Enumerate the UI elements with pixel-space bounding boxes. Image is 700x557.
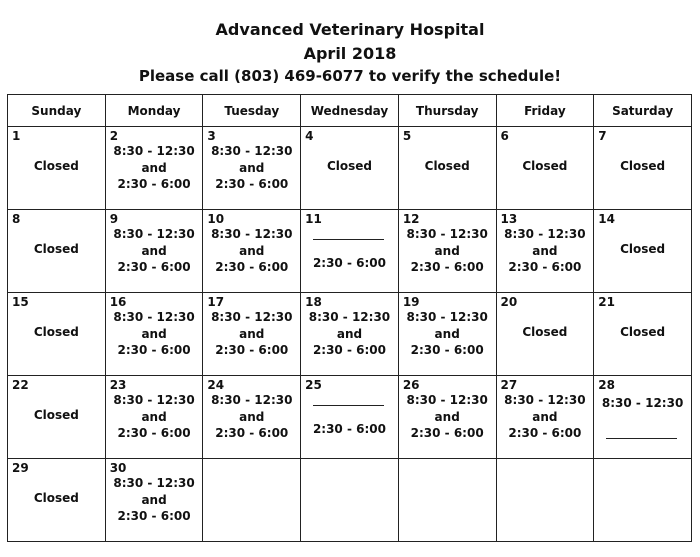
morning-hours: 8:30 - 12:30 bbox=[308, 310, 391, 324]
week-row bbox=[8, 459, 692, 542]
day-cell bbox=[8, 376, 106, 459]
hours-conjunction: and bbox=[239, 243, 265, 258]
hours-block bbox=[497, 226, 594, 276]
hours-block bbox=[399, 392, 496, 442]
day-number: 28 bbox=[598, 378, 615, 392]
afternoon-hours: 2:30 - 6:00 bbox=[215, 177, 289, 191]
day-number: 7 bbox=[598, 129, 607, 143]
closed-label: Closed bbox=[522, 325, 568, 339]
afternoon-hours: 2:30 - 6:00 bbox=[410, 426, 484, 440]
hours-conjunction: and bbox=[434, 409, 460, 424]
hours-block bbox=[301, 309, 398, 359]
day-number: 19 bbox=[402, 295, 420, 309]
week-row bbox=[8, 127, 692, 210]
afternoon-hours: 2:30 - 6:00 bbox=[117, 509, 191, 523]
day-cell bbox=[301, 127, 399, 210]
week-row bbox=[8, 293, 692, 376]
closed-label: Closed bbox=[326, 159, 372, 173]
day-cell bbox=[301, 210, 399, 293]
day-cell bbox=[398, 376, 496, 459]
day-cell bbox=[594, 127, 692, 210]
hours-conjunction: and bbox=[239, 326, 265, 341]
closed-label: Closed bbox=[620, 242, 666, 256]
day-cell bbox=[398, 127, 496, 210]
morning-hours: 8:30 - 12:30 bbox=[113, 310, 195, 324]
day-cell bbox=[203, 293, 301, 376]
day-cell bbox=[496, 210, 594, 293]
day-number: 22 bbox=[12, 378, 29, 392]
weekday-header: Monday bbox=[105, 95, 203, 127]
day-cell bbox=[301, 459, 399, 542]
day-number: 2 bbox=[109, 129, 119, 143]
hours-conjunction: and bbox=[532, 409, 558, 424]
morning-hours: 8:30 - 12:30 bbox=[406, 227, 488, 241]
day-cell bbox=[594, 293, 692, 376]
day-number: 3 bbox=[207, 129, 216, 143]
day-cell bbox=[496, 376, 594, 459]
hours-conjunction: and bbox=[141, 160, 167, 175]
day-number: 10 bbox=[207, 212, 225, 226]
morning-hours: 8:30 - 12:30 bbox=[406, 393, 488, 407]
day-cell bbox=[496, 459, 594, 542]
day-cell bbox=[203, 210, 301, 293]
day-cell bbox=[105, 127, 203, 210]
hours-conjunction: and bbox=[141, 492, 167, 507]
calendar-body bbox=[8, 127, 692, 542]
day-cell bbox=[203, 127, 301, 210]
hours-conjunction: and bbox=[532, 243, 558, 258]
hours-conjunction: and bbox=[434, 326, 460, 341]
day-number: 21 bbox=[598, 295, 615, 309]
weekday-header: Tuesday bbox=[203, 95, 301, 127]
day-number: 27 bbox=[500, 378, 518, 392]
morning-blank-line bbox=[313, 239, 384, 240]
verify-notice: Please call (803) 469-6077 to verify the schedule! bbox=[138, 67, 562, 85]
hours-block bbox=[106, 475, 203, 525]
day-cell bbox=[8, 210, 106, 293]
hours-block bbox=[203, 226, 300, 276]
day-number: 29 bbox=[12, 461, 29, 475]
hours-block bbox=[399, 309, 496, 359]
day-cell bbox=[398, 210, 496, 293]
day-number: 5 bbox=[402, 129, 412, 143]
day-cell bbox=[105, 376, 203, 459]
day-number: 30 bbox=[109, 461, 127, 475]
day-cell bbox=[398, 293, 496, 376]
hours-block bbox=[106, 309, 203, 359]
day-number: 20 bbox=[500, 295, 518, 309]
closed-label: Closed bbox=[33, 408, 79, 422]
day-cell bbox=[8, 459, 106, 542]
morning-hours: 8:30 - 12:30 bbox=[504, 393, 586, 407]
day-number: 26 bbox=[402, 378, 420, 392]
day-cell bbox=[301, 376, 399, 459]
afternoon-hours: 2:30 - 6:00 bbox=[508, 426, 582, 440]
day-cell bbox=[496, 293, 594, 376]
week-row bbox=[8, 376, 692, 459]
day-number: 9 bbox=[109, 212, 119, 226]
day-cell bbox=[105, 459, 203, 542]
closed-label: Closed bbox=[33, 159, 79, 173]
hours-block bbox=[106, 143, 203, 193]
day-cell bbox=[594, 210, 692, 293]
afternoon-hours: 2:30 - 6:00 bbox=[117, 260, 191, 274]
day-number: 11 bbox=[305, 212, 322, 226]
afternoon-hours: 2:30 - 6:00 bbox=[215, 343, 289, 357]
day-cell bbox=[594, 376, 692, 459]
afternoon-hours: 2:30 - 6:00 bbox=[312, 343, 386, 357]
weekday-header: Friday bbox=[496, 95, 594, 127]
morning-hours: 8:30 - 12:30 bbox=[113, 144, 195, 158]
day-cell bbox=[496, 127, 594, 210]
day-number: 4 bbox=[305, 129, 314, 143]
day-number: 17 bbox=[207, 295, 225, 309]
day-number: 14 bbox=[598, 212, 615, 226]
hours-conjunction: and bbox=[239, 160, 265, 175]
hours-block bbox=[203, 392, 300, 442]
day-number: 23 bbox=[109, 378, 127, 392]
day-number: 12 bbox=[402, 212, 420, 226]
day-number: 25 bbox=[305, 378, 322, 392]
weekday-header: Saturday bbox=[594, 95, 692, 127]
weekday-header: Thursday bbox=[398, 95, 496, 127]
day-cell bbox=[398, 459, 496, 542]
hours-conjunction: and bbox=[336, 326, 363, 341]
closed-label: Closed bbox=[33, 325, 79, 339]
day-cell bbox=[203, 459, 301, 542]
day-number: 24 bbox=[207, 378, 225, 392]
morning-blank-line bbox=[313, 405, 384, 406]
weekday-header: Sunday bbox=[8, 95, 106, 127]
day-cell bbox=[105, 293, 203, 376]
afternoon-hours: 2:30 - 6:00 bbox=[117, 343, 191, 357]
afternoon-hours: 2:30 - 6:00 bbox=[117, 177, 191, 191]
hospital-name: Advanced Veterinary Hospital bbox=[215, 20, 485, 39]
hours-block bbox=[497, 392, 594, 442]
morning-hours: 8:30 - 12:30 bbox=[211, 310, 293, 324]
closed-label: Closed bbox=[424, 159, 470, 173]
hours-conjunction: and bbox=[141, 326, 167, 341]
day-number: 18 bbox=[305, 295, 322, 309]
afternoon-hours: 2:30 - 6:00 bbox=[410, 343, 484, 357]
morning-hours: 8:30 - 12:30 bbox=[113, 393, 195, 407]
hours-conjunction: and bbox=[141, 243, 167, 258]
morning-hours: 8:30 - 12:30 bbox=[113, 476, 195, 490]
day-number: 15 bbox=[12, 295, 29, 309]
hours-conjunction: and bbox=[141, 409, 167, 424]
day-number: 16 bbox=[109, 295, 127, 309]
day-number: 13 bbox=[500, 212, 518, 226]
hours-block bbox=[106, 226, 203, 276]
day-cell bbox=[105, 210, 203, 293]
morning-hours: 8:30 - 12:30 bbox=[211, 393, 293, 407]
closed-label: Closed bbox=[620, 159, 666, 173]
day-cell bbox=[594, 459, 692, 542]
closed-label: Closed bbox=[620, 325, 666, 339]
weekday-header-row bbox=[8, 95, 692, 127]
afternoon-hours: 2:30 - 6:00 bbox=[215, 426, 289, 440]
schedule-month: April 2018 bbox=[303, 44, 397, 63]
morning-hours: 8:30 - 12:30 bbox=[113, 227, 195, 241]
morning-hours: 8:30 - 12:30 bbox=[601, 396, 684, 410]
day-cell bbox=[8, 293, 106, 376]
day-number: 1 bbox=[12, 129, 21, 143]
afternoon-hours: 2:30 - 6:00 bbox=[410, 260, 484, 274]
hours-block bbox=[203, 143, 300, 193]
closed-label: Closed bbox=[33, 491, 79, 505]
morning-hours: 8:30 - 12:30 bbox=[504, 227, 586, 241]
day-number: 8 bbox=[12, 212, 21, 226]
day-cell bbox=[301, 293, 399, 376]
afternoon-hours: 2:30 - 6:00 bbox=[312, 256, 386, 270]
hours-block bbox=[399, 226, 496, 276]
morning-hours: 8:30 - 12:30 bbox=[406, 310, 488, 324]
morning-hours: 8:30 - 12:30 bbox=[211, 144, 293, 158]
hours-conjunction: and bbox=[239, 409, 265, 424]
schedule-calendar bbox=[7, 94, 692, 542]
day-number: 6 bbox=[500, 129, 509, 143]
closed-label: Closed bbox=[33, 242, 79, 256]
hours-block bbox=[106, 392, 203, 442]
weekday-header: Wednesday bbox=[301, 95, 399, 127]
afternoon-hours: 2:30 - 6:00 bbox=[312, 422, 386, 436]
afternoon-blank-line bbox=[606, 438, 677, 439]
hours-block bbox=[203, 309, 300, 359]
day-cell bbox=[8, 127, 106, 210]
afternoon-hours: 2:30 - 6:00 bbox=[508, 260, 582, 274]
afternoon-hours: 2:30 - 6:00 bbox=[215, 260, 289, 274]
closed-label: Closed bbox=[522, 159, 568, 173]
morning-hours: 8:30 - 12:30 bbox=[211, 227, 293, 241]
hours-conjunction: and bbox=[434, 243, 460, 258]
afternoon-hours: 2:30 - 6:00 bbox=[117, 426, 191, 440]
day-cell bbox=[203, 376, 301, 459]
week-row bbox=[8, 210, 692, 293]
